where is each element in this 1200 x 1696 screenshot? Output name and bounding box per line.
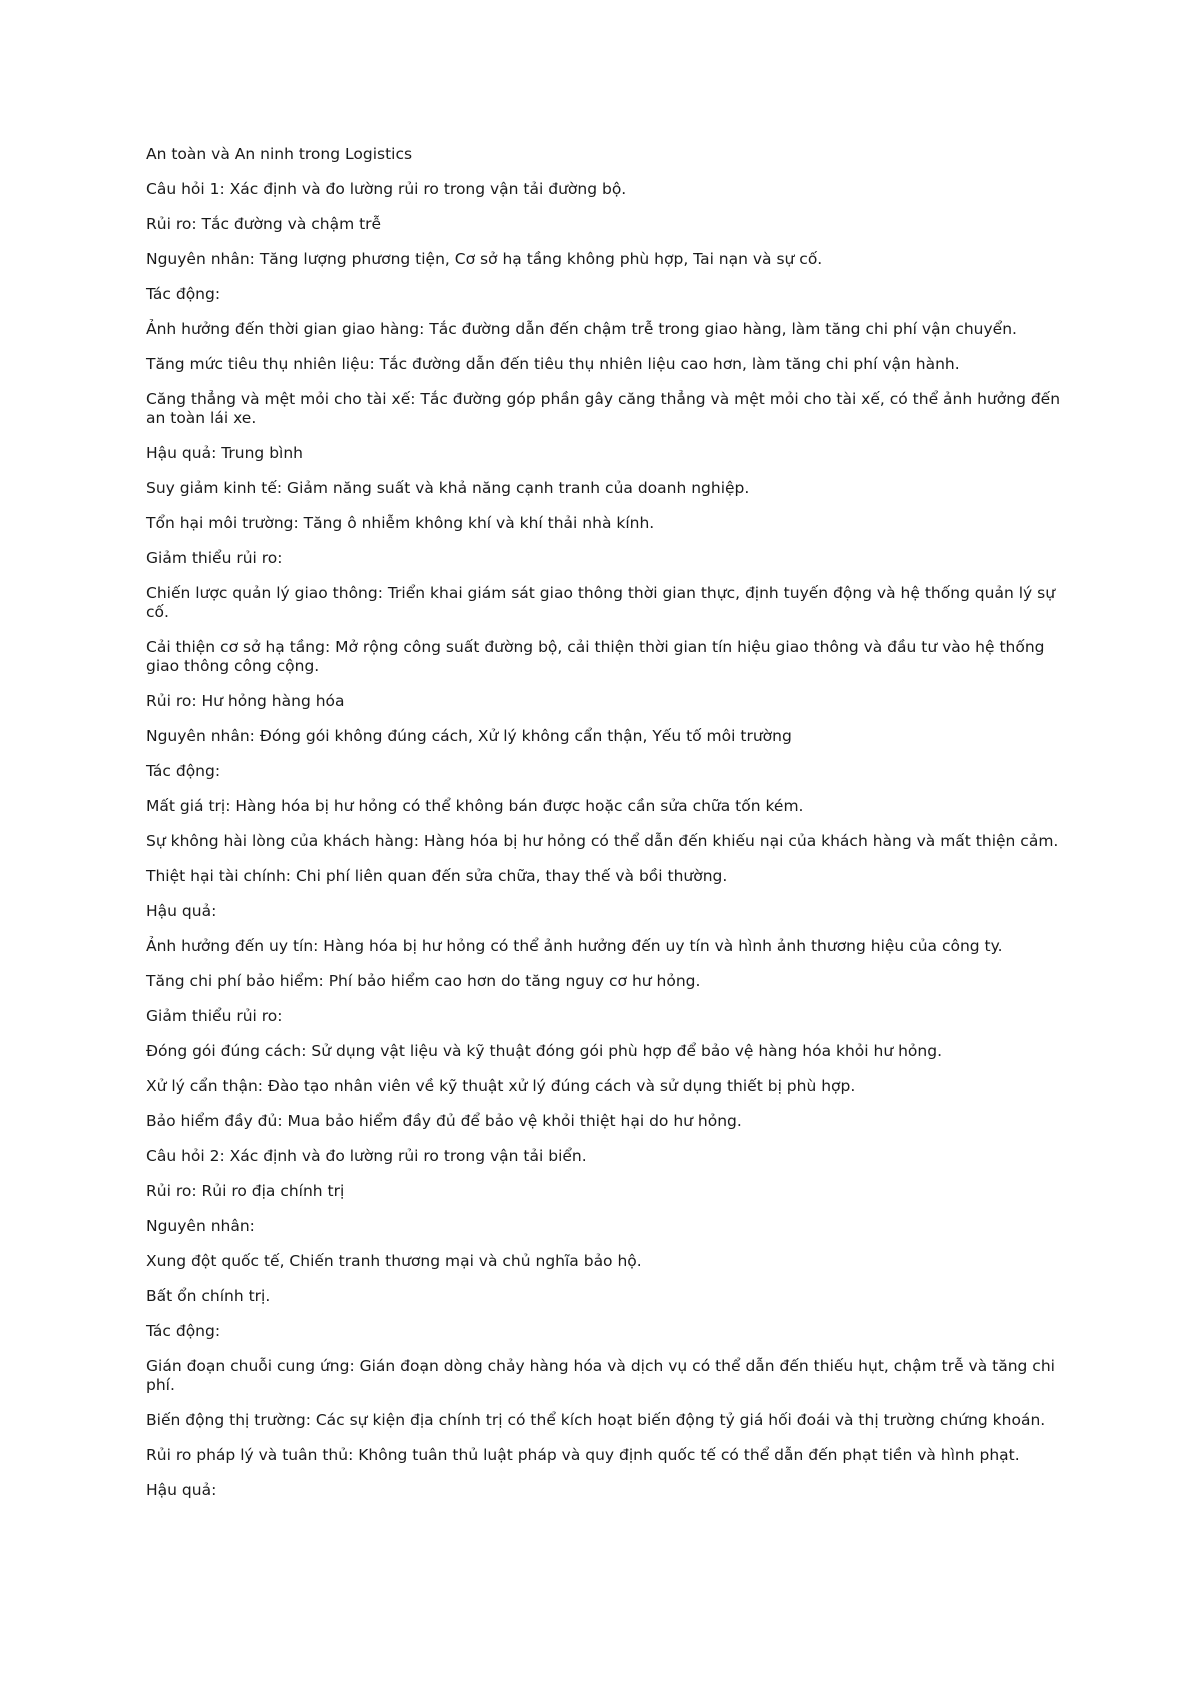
impact-heading: Tác động: xyxy=(146,285,221,303)
document-body xyxy=(146,145,1066,1516)
consequence-paragraph: Suy giảm kinh tế: Giảm năng suất và khả năng cạnh tranh của doanh nghiệp. xyxy=(146,479,750,497)
impact-heading: Tác động: xyxy=(146,762,221,780)
question-2-heading: Câu hỏi 2: Xác định và đo lường rủi ro trong vận tải biển. xyxy=(146,1147,587,1165)
consequence-label: Hậu quả: xyxy=(146,902,217,920)
impact-paragraph: Tăng mức tiêu thụ nhiên liệu: Tắc đường dẫn đến tiêu thụ nhiên liệu cao hơn, làm tăng chi phí vận hành. xyxy=(146,355,960,373)
impact-heading: Tác động: xyxy=(146,1322,221,1340)
mitigation-heading: Giảm thiểu rủi ro: xyxy=(146,549,283,567)
cause-paragraph: Nguyên nhân: Tăng lượng phương tiện, Cơ sở hạ tầng không phù hợp, Tai nạn và sự cố. xyxy=(146,250,823,268)
impact-paragraph: Gián đoạn chuỗi cung ứng: Gián đoạn dòng chảy hàng hóa và dịch vụ có thể dẫn đến thiếu hụt, chậm trễ và tăng chi phí. xyxy=(146,1357,1055,1394)
cause-paragraph: Bất ổn chính trị. xyxy=(146,1287,271,1305)
impact-paragraph: Mất giá trị: Hàng hóa bị hư hỏng có thể không bán được hoặc cần sửa chữa tốn kém. xyxy=(146,797,804,815)
consequence-label: Hậu quả: Trung bình xyxy=(146,444,303,462)
mitigation-paragraph: Cải thiện cơ sở hạ tầng: Mở rộng công suất đường bộ, cải thiện thời gian tín hiệu giao thông và đầu tư vào hệ thống giao thông công cộng. xyxy=(146,638,1045,675)
risk-label: Rủi ro: Hư hỏng hàng hóa xyxy=(146,692,345,710)
impact-paragraph: Rủi ro pháp lý và tuân thủ: Không tuân thủ luật pháp và quy định quốc tế có thể dẫn đến phạt tiền và hình phạt. xyxy=(146,1446,1020,1464)
risk-label: Rủi ro: Tắc đường và chậm trễ xyxy=(146,215,382,233)
risk-label: Rủi ro: Rủi ro địa chính trị xyxy=(146,1182,345,1200)
document-title: An toàn và An ninh trong Logistics xyxy=(146,145,413,163)
mitigation-paragraph: Chiến lược quản lý giao thông: Triển khai giám sát giao thông thời gian thực, định tuyến động và hệ thống quản lý sự cố. xyxy=(146,584,1056,621)
mitigation-paragraph: Xử lý cẩn thận: Đào tạo nhân viên về kỹ thuật xử lý đúng cách và sử dụng thiết bị phù hợp. xyxy=(146,1077,856,1095)
question-1-heading: Câu hỏi 1: Xác định và đo lường rủi ro trong vận tải đường bộ. xyxy=(146,180,627,198)
consequence-paragraph: Tổn hại môi trường: Tăng ô nhiễm không khí và khí thải nhà kính. xyxy=(146,514,655,532)
mitigation-paragraph: Bảo hiểm đầy đủ: Mua bảo hiểm đầy đủ để bảo vệ khỏi thiệt hại do hư hỏng. xyxy=(146,1112,742,1130)
impact-paragraph: Ảnh hưởng đến thời gian giao hàng: Tắc đường dẫn đến chậm trễ trong giao hàng, làm tăng chi phí vận chuyển. xyxy=(146,320,1017,338)
mitigation-heading: Giảm thiểu rủi ro: xyxy=(146,1007,283,1025)
impact-paragraph: Biến động thị trường: Các sự kiện địa chính trị có thể kích hoạt biến động tỷ giá hối đoái và thị trường chứng khoán. xyxy=(146,1411,1046,1429)
impact-paragraph: Sự không hài lòng của khách hàng: Hàng hóa bị hư hỏng có thể dẫn đến khiếu nại của khách hàng và mất thiện cảm. xyxy=(146,832,1059,850)
consequence-paragraph: Tăng chi phí bảo hiểm: Phí bảo hiểm cao hơn do tăng nguy cơ hư hỏng. xyxy=(146,972,701,990)
mitigation-paragraph: Đóng gói đúng cách: Sử dụng vật liệu và kỹ thuật đóng gói phù hợp để bảo vệ hàng hóa khỏi hư hỏng. xyxy=(146,1042,942,1060)
consequence-label: Hậu quả: xyxy=(146,1481,217,1499)
consequence-paragraph: Ảnh hưởng đến uy tín: Hàng hóa bị hư hỏng có thể ảnh hưởng đến uy tín và hình ảnh thương hiệu của công ty. xyxy=(146,937,1003,955)
impact-paragraph: Thiệt hại tài chính: Chi phí liên quan đến sửa chữa, thay thế và bồi thường. xyxy=(146,867,728,885)
impact-paragraph: Căng thẳng và mệt mỏi cho tài xế: Tắc đường góp phần gây căng thẳng và mệt mỏi cho tài xế, có thể ảnh hưởng đến an toàn lái xe. xyxy=(146,390,1061,427)
cause-heading: Nguyên nhân: xyxy=(146,1217,255,1235)
cause-paragraph: Xung đột quốc tế, Chiến tranh thương mại và chủ nghĩa bảo hộ. xyxy=(146,1252,642,1270)
cause-paragraph: Nguyên nhân: Đóng gói không đúng cách, Xử lý không cẩn thận, Yếu tố môi trường xyxy=(146,727,792,745)
